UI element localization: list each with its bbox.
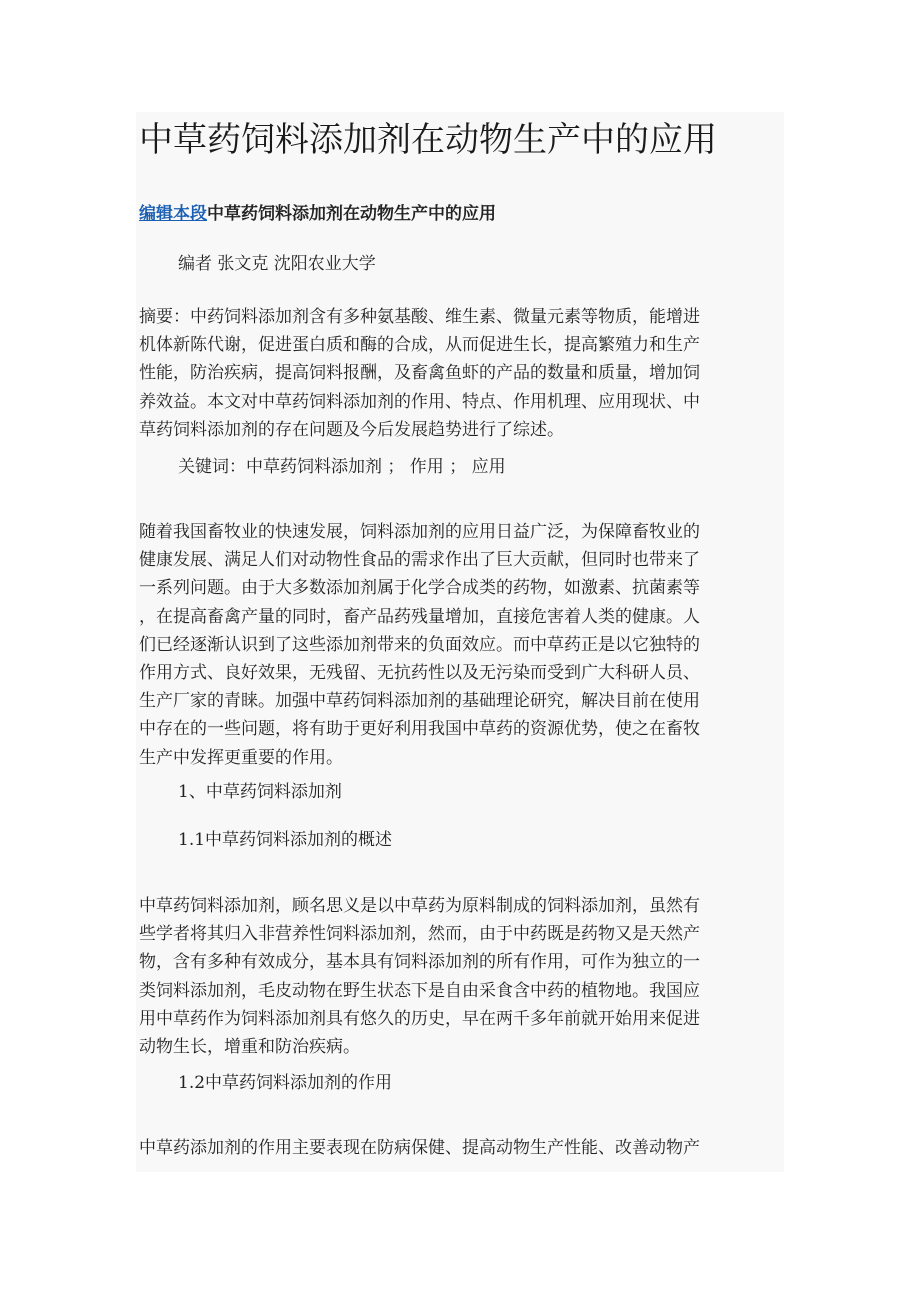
intro-line: 生产厂家的青睐。加强中草药饲料添加剂的基础理论研究，解决目前在使用 bbox=[139, 691, 700, 712]
intro-line: 们已经逐渐认识到了这些添加剂带来的负面效应。而中草药正是以它独特的 bbox=[139, 634, 700, 655]
abstract-line: 性能，防治疾病，提高饲料报酬，及畜禽鱼虾的产品的数量和质量，增加饲 bbox=[139, 363, 700, 384]
edit-section-link[interactable]: 编辑本段 bbox=[139, 204, 207, 224]
intro-line: 一系列问题。由于大多数添加剂属于化学合成类的药物，如激素、抗菌素等 bbox=[139, 578, 700, 599]
intro-line: 随着我国畜牧业的快速发展，饲料添加剂的应用日益广泛，为保障畜牧业的 bbox=[139, 522, 700, 542]
author-line: 编者 张文克 沈阳农业大学 bbox=[178, 254, 376, 274]
abstract-line: 摘要：中药饲料添加剂含有多种氨基酸、维生素、微量元素等物质，能增进 bbox=[139, 307, 700, 327]
effect-line: 中草药添加剂的作用主要表现在防病保健、提高动物生产性能、改善动物产 bbox=[139, 1138, 700, 1158]
overview-line: 动物生长，增重和防治疾病。 bbox=[139, 1037, 360, 1058]
abstract-line: 草药饲料添加剂的存在问题及今后发展趋势进行了综述。 bbox=[139, 419, 564, 440]
abstract-line: 机体新陈代谢，促进蛋白质和酶的合成，从而促进生长，提高繁殖力和生产 bbox=[139, 335, 700, 356]
intro-line: 健康发展、满足人们对动物性食品的需求作出了巨大贡献，但同时也带来了 bbox=[139, 550, 700, 571]
overview-line: 物，含有多种有效成分，基本具有饲料添加剂的所有作用，可作为独立的一 bbox=[139, 952, 700, 973]
effect-paragraph bbox=[139, 1134, 771, 1162]
section-heading-text: 中草药饲料添加剂在动物生产中的应用 bbox=[207, 204, 496, 224]
heading-1: 1、中草药饲料添加剂 bbox=[178, 782, 342, 802]
overview-line: 中草药饲料添加剂，顾名思义是以中草药为原料制成的饲料添加剂，虽然有 bbox=[139, 896, 700, 916]
overview-line: 用中草药作为饲料添加剂具有悠久的历史，早在两千多年前就开始用来促进 bbox=[139, 1008, 700, 1029]
section-heading bbox=[139, 202, 496, 226]
heading-1-1: 1.1中草药饲料添加剂的概述 bbox=[178, 830, 393, 850]
keywords-line: 关键词：中草药饲料添加剂 ； 作用 ； 应用 bbox=[178, 457, 506, 477]
intro-paragraph bbox=[139, 518, 771, 772]
overview-line: 些学者将其归入非营养性饲料添加剂，然而，由于中药既是药物又是天然产 bbox=[139, 924, 700, 945]
intro-line: 作用方式、良好效果，无残留、无抗药性以及无污染而受到广大科研人员、 bbox=[139, 663, 700, 684]
overview-line: 类饲料添加剂，毛皮动物在野生状态下是自由采食含中药的植物地。我国应 bbox=[139, 980, 700, 1001]
abstract-line: 养效益。本文对中草药饲料添加剂的作用、特点、作用机理、应用现状、中 bbox=[139, 391, 700, 412]
intro-line: ，在提高畜禽产量的同时，畜产品药残量增加，直接危害着人类的健康。人 bbox=[139, 606, 700, 627]
overview-paragraph bbox=[139, 892, 771, 1061]
document-title: 中草药饲料添加剂在动物生产中的应用 bbox=[139, 120, 717, 160]
intro-line: 生产中发挥更重要的作用。 bbox=[139, 747, 343, 768]
intro-line: 中存在的一些问题，将有助于更好利用我国中草药的资源优势，使之在畜牧 bbox=[139, 719, 700, 740]
heading-1-2: 1.2中草药饲料添加剂的作用 bbox=[178, 1073, 393, 1093]
abstract-paragraph bbox=[139, 303, 771, 444]
